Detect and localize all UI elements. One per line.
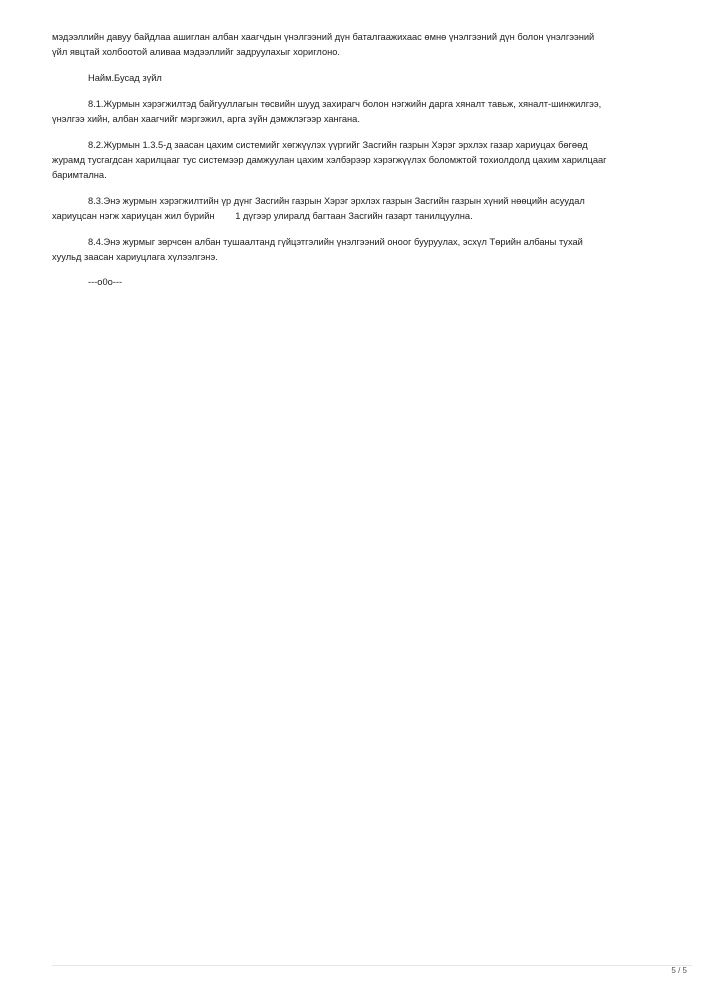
section-heading-8 xyxy=(52,71,662,86)
text-line: 8.3.Энэ журмын хэрэгжилтийн үр дүнг Засгийн газрын Хэрэг эрхлэх газрын Засгийн газрын хүний нөөцийн асуудал xyxy=(88,195,585,206)
end-mark xyxy=(52,275,662,290)
text-line: хуульд заасан хариуцлага хүлээлгэнэ. xyxy=(52,251,218,262)
document-body xyxy=(52,30,662,301)
text-line: мэдээллийн давуу байдлаа ашиглан албан хаагчдын үнэлгээний дүн баталгаажихаас өмнө үнэлгээний дүн болон үнэлгээний xyxy=(52,32,595,42)
text-line: ---o0o--- xyxy=(88,277,123,288)
text-line: үнэлгээ хийн, албан хаагчийг мэргэжил, арга зүйн дэмжлэгээр хангана. xyxy=(52,113,360,124)
paragraph-continuation xyxy=(52,30,662,60)
page-number: 5 / 5 xyxy=(671,966,687,975)
text-line: 8.4.Энэ журмыг зөрчсөн албан тушаалтанд гүйцэтгэлийн үнэлгээний оноог бууруулах, эсхүл Төрийн албаны тухай xyxy=(88,236,583,247)
footer-divider xyxy=(52,965,692,966)
text-line: хариуцсан нэгж хариуцан жил бүрийн 1 дүгээр улиралд багтаан Засгийн газарт танилцуулна. xyxy=(52,210,473,221)
text-line: 8.2.Журмын 1.3.5-д заасан цахим системийг хөгжүүлэх үүргийг Засгийн газрын Хэрэг эрхлэх газар хариуцах бөгөөд xyxy=(88,139,588,150)
text-line: 8.1.Журмын хэрэгжилтэд байгууллагын төсвийн шууд захирагч болон нэгжийн дарга хяналт тавьж, хяналт-шинжилгээ, xyxy=(88,98,602,109)
text-line: баримтална. xyxy=(52,169,107,180)
paragraph-8-4 xyxy=(52,235,662,265)
paragraph-8-3 xyxy=(52,194,662,224)
text-line: үйл явцтай холбоотой аливаа мэдээллийг задруулахыг хориглоно. xyxy=(52,47,341,58)
text-line: журамд тусгагдсан харилцааг тус системээр дамжуулан цахим хэлбэрээр хэрэгжүүлэх боломжтой тохиолдолд цахим харилцааг xyxy=(52,154,607,165)
text-line: Найм.Бусад зүйл xyxy=(88,72,162,83)
paragraph-8-1 xyxy=(52,97,662,127)
paragraph-8-2 xyxy=(52,138,662,184)
